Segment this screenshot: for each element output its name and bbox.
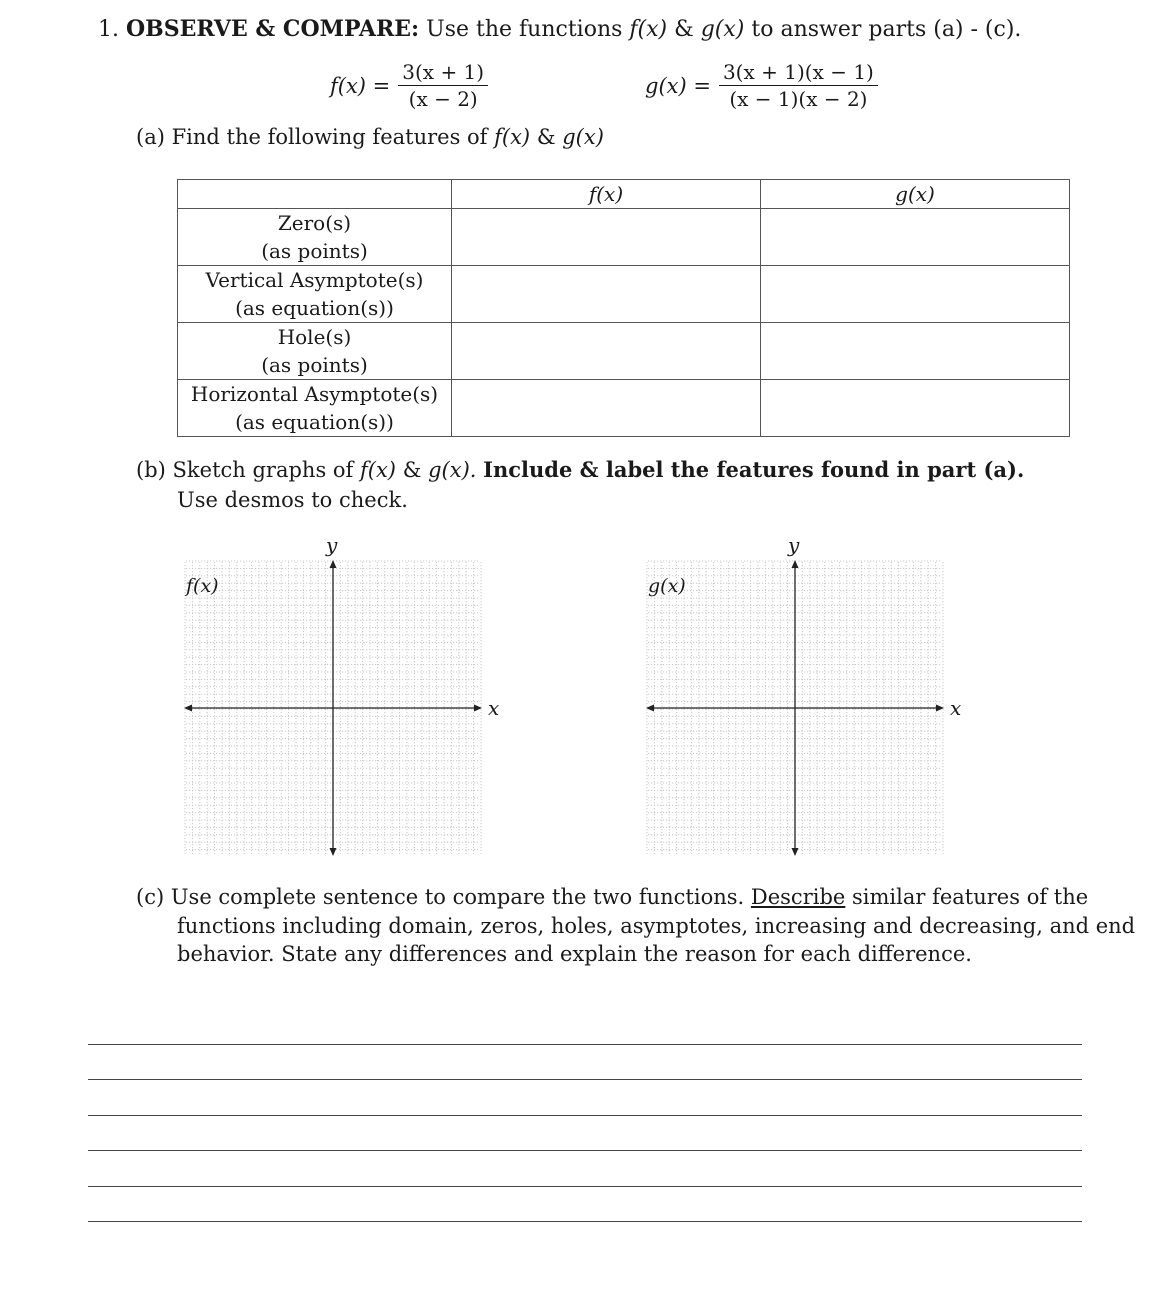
g-definition bbox=[645, 60, 878, 111]
graph-f-func-label: f(x) bbox=[186, 575, 219, 597]
f-definition bbox=[330, 60, 488, 111]
part-b-line2: Use desmos to check. bbox=[177, 488, 408, 512]
table-row bbox=[178, 323, 1070, 380]
part-b-text: Sketch graphs of bbox=[172, 458, 354, 482]
g-numerator: 3(x + 1)(x − 1) bbox=[719, 60, 878, 86]
row-label-line2: (as points) bbox=[261, 353, 368, 377]
graph-g[interactable] bbox=[646, 560, 944, 856]
table-row bbox=[178, 209, 1070, 266]
f-denominator: (x − 2) bbox=[408, 87, 478, 111]
question-title: OBSERVE & COMPARE: bbox=[126, 16, 420, 42]
g-lhs: g(x) = bbox=[645, 73, 711, 98]
table-header-g: g(x) bbox=[761, 180, 1070, 209]
part-a-amp: & bbox=[536, 125, 556, 149]
answer-cell-f-ha[interactable] bbox=[452, 380, 761, 437]
row-label-vertical-asymptotes bbox=[178, 266, 452, 323]
answer-line[interactable] bbox=[88, 1150, 1082, 1151]
graph-g-y-label: y bbox=[788, 533, 800, 557]
features-table bbox=[177, 179, 1070, 437]
graph-f-x-label: x bbox=[488, 696, 500, 720]
part-c-describe: Describe bbox=[750, 885, 846, 909]
part-a-text: Find the following features of bbox=[171, 125, 488, 149]
answer-line[interactable] bbox=[88, 1079, 1082, 1080]
part-b-amp: & bbox=[402, 458, 422, 482]
part-a-f-name: f(x) bbox=[494, 125, 531, 149]
row-label-holes bbox=[178, 323, 452, 380]
x-axis-arrow-right bbox=[936, 705, 944, 712]
answer-cell-g-va[interactable] bbox=[761, 266, 1070, 323]
row-label-line1: Hole(s) bbox=[277, 325, 352, 349]
f-lhs: f(x) = bbox=[330, 73, 391, 98]
answer-cell-f-zeros[interactable] bbox=[452, 209, 761, 266]
graph-f[interactable] bbox=[184, 560, 482, 856]
g-name: g(x) bbox=[700, 17, 745, 42]
answer-line[interactable] bbox=[88, 1044, 1082, 1045]
answer-line[interactable] bbox=[88, 1221, 1082, 1222]
x-axis-arrow-left bbox=[646, 705, 654, 712]
graph-g-grid bbox=[646, 560, 944, 856]
row-label-zeros bbox=[178, 209, 452, 266]
row-label-line2: (as points) bbox=[261, 239, 368, 263]
answer-cell-g-ha[interactable] bbox=[761, 380, 1070, 437]
part-b-g-name: g(x). bbox=[428, 458, 477, 482]
row-label-line1: Horizontal Asymptote(s) bbox=[190, 382, 439, 406]
question-instruction-b: to answer parts (a) - (c). bbox=[751, 17, 1022, 42]
part-c-label: (c) bbox=[136, 885, 165, 909]
graph-g-x-label: x bbox=[950, 696, 962, 720]
f-numerator: 3(x + 1) bbox=[398, 60, 488, 86]
part-b-prompt bbox=[136, 457, 1024, 482]
part-b-f-name: f(x) bbox=[360, 458, 397, 482]
table-header-f: f(x) bbox=[452, 180, 761, 209]
amp: & bbox=[674, 17, 694, 42]
question-instruction-a: Use the functions bbox=[426, 17, 623, 42]
table-header-row bbox=[178, 180, 1070, 209]
table-row bbox=[178, 266, 1070, 323]
answer-cell-f-va[interactable] bbox=[452, 266, 761, 323]
answer-cell-f-holes[interactable] bbox=[452, 323, 761, 380]
f-fraction bbox=[398, 60, 488, 111]
part-a-prompt bbox=[136, 125, 604, 149]
part-c-line1-a: Use complete sentence to compare the two functions. bbox=[170, 885, 745, 909]
graph-g-func-label: g(x) bbox=[648, 575, 686, 597]
table-row bbox=[178, 380, 1070, 437]
answer-line[interactable] bbox=[88, 1186, 1082, 1187]
part-c-line1-b: similar features of the bbox=[852, 885, 1089, 909]
answer-cell-g-holes[interactable] bbox=[761, 323, 1070, 380]
part-b-label: (b) bbox=[136, 458, 166, 482]
graph-f-y-label: y bbox=[326, 533, 338, 557]
part-b-bold-instruction: Include & label the features found in part (a). bbox=[483, 457, 1025, 482]
g-fraction bbox=[719, 60, 878, 111]
part-a-g-name: g(x) bbox=[562, 125, 604, 149]
table-header-blank bbox=[178, 180, 452, 209]
row-label-line1: Vertical Asymptote(s) bbox=[205, 268, 424, 292]
question-header bbox=[98, 16, 1021, 42]
y-axis-arrow-down bbox=[330, 848, 337, 856]
x-axis-arrow-right bbox=[474, 705, 482, 712]
row-label-line2: (as equation(s)) bbox=[235, 410, 394, 434]
answer-line[interactable] bbox=[88, 1115, 1082, 1116]
part-c-line3: behavior. State any differences and explain the reason for each difference. bbox=[177, 942, 972, 966]
row-label-line1: Zero(s) bbox=[277, 211, 352, 235]
question-number: 1. bbox=[98, 17, 119, 42]
graph-f-grid bbox=[184, 560, 482, 856]
g-denominator: (x − 1)(x − 2) bbox=[729, 87, 868, 111]
part-a-label: (a) bbox=[136, 125, 165, 149]
f-name: f(x) bbox=[629, 17, 668, 42]
row-label-line2: (as equation(s)) bbox=[235, 296, 394, 320]
part-c-line2: functions including domain, zeros, holes, asymptotes, increasing and decreasing, and end bbox=[177, 914, 1136, 938]
y-axis-arrow-down bbox=[792, 848, 799, 856]
x-axis-arrow-left bbox=[184, 705, 192, 712]
part-c-prompt bbox=[136, 885, 1089, 909]
answer-cell-g-zeros[interactable] bbox=[761, 209, 1070, 266]
row-label-horizontal-asymptotes bbox=[178, 380, 452, 437]
